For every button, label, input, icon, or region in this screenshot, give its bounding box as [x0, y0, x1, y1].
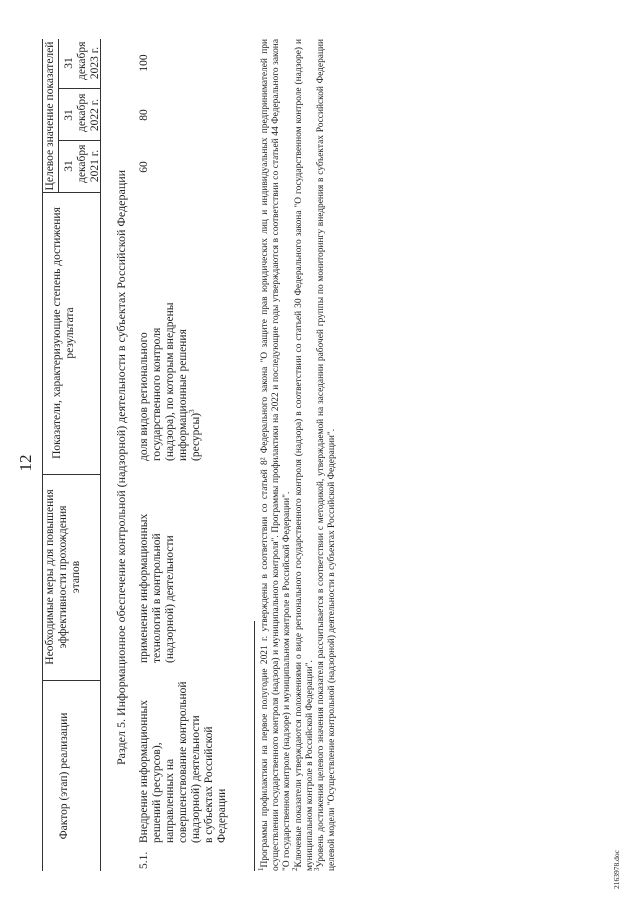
indicator-line: доля видов регионального	[138, 332, 150, 461]
col-divider-2	[42, 474, 100, 475]
section-title: Раздел 5. Информационное обеспечение контрольной (надзорной) деятельности в субъектах Российской Федерации	[114, 169, 128, 765]
row-number: 5.1.	[138, 851, 150, 869]
factor-line: (надзорной) деятельности	[190, 715, 202, 843]
header-year-2023: 31 декабря 2023 г.	[63, 41, 101, 80]
footnote-text: Уровень достижения целевого значения показателя рассчитывается в соответствии с методикой, утверждаемой на заседании рабочей группы по мониторингу внедрения в субъектах Российской Федерации целевой модели "Осуществление контрольной (надзорной) деятельности в субъектах Российской Федерации".	[316, 39, 338, 871]
indicator-line-text: (ресурсы)	[190, 412, 202, 461]
target-group-divider	[58, 39, 59, 193]
factor-line: Федерации	[216, 788, 228, 843]
footnotes	[256, 39, 338, 871]
header-year-2021: 31 декабря 2021 г.	[63, 144, 101, 183]
header-factor: Фактор (этап) реализации	[58, 712, 70, 840]
factor-line: решений (ресурсов),	[151, 742, 163, 843]
header-measures: Необходимые меры для повышения эффективности прохождения этапов	[44, 489, 82, 665]
col-divider-4	[58, 140, 100, 141]
value-2022: 80	[138, 109, 150, 121]
page-number: 12	[16, 454, 35, 472]
document-id: 2163978.doc	[612, 850, 621, 889]
footnote-separator	[254, 621, 255, 871]
factor-line: Внедрение информационных	[138, 699, 150, 843]
header-target-values: Целевое значение показателей	[44, 41, 56, 191]
footnote-ref: 3	[188, 409, 197, 413]
indicator-line: государственного контроля	[151, 327, 163, 461]
footnote-marker: 1	[256, 867, 265, 871]
measures-line: применение информационных	[138, 513, 150, 663]
footnote	[256, 39, 294, 871]
factor-line: в субъектах Российской	[203, 726, 215, 843]
col-divider-1	[42, 680, 100, 681]
factor-line: направленных на	[164, 758, 176, 843]
footnote-text: Программы профилактики на первое полугодие 2021 г. утверждены в соответствии со статьей 8² Федерального закона "О защите прав юридических лиц и индивидуальных предпринимателей при осуществлении государственного контроля (надзора) и муниципального контроля". Программы профилактики на 2022 и последующие годы утверждаются в соответствии со статьей 44 Федерального закона "О государственном контроле (надзоре) и муниципальном контроле в Российской Федерации".	[260, 39, 293, 871]
value-2021: 60	[138, 161, 150, 173]
footnote-marker: 2	[290, 867, 299, 871]
col-divider-5	[58, 88, 100, 89]
factor-cell	[138, 679, 229, 843]
measures-cell	[138, 487, 177, 663]
indicator-line: (надзора), по которым внедрены	[164, 302, 176, 461]
factor-line: совершенствование контрольной	[177, 681, 189, 843]
measures-line: (надзорной) деятельности	[164, 535, 176, 663]
header-year-2022: 31 декабря 2022 г.	[63, 93, 101, 132]
measures-line: технологий в контрольной	[151, 533, 163, 663]
header-indicators: Показатели, характеризующие степень достижения результата	[51, 207, 76, 459]
indicator-line: информационные решения	[177, 329, 189, 461]
table-top-border	[42, 39, 43, 871]
footnote-marker: 3	[312, 867, 321, 871]
rotated-landscape-page	[10, 13, 630, 893]
value-2023: 100	[138, 54, 150, 72]
footnote	[312, 39, 338, 871]
indicator-line	[190, 201, 203, 461]
footnote	[290, 39, 316, 871]
footnote-text: Ключевые показатели утверждаются положениями о виде регионального государственного контроля (надзора) в соответствии со статьей 30 Федерального закона "О государственном контроле (надзоре) и муниципальном контроле в Российской Федерации".	[293, 39, 315, 871]
indicator-cell	[138, 201, 203, 461]
